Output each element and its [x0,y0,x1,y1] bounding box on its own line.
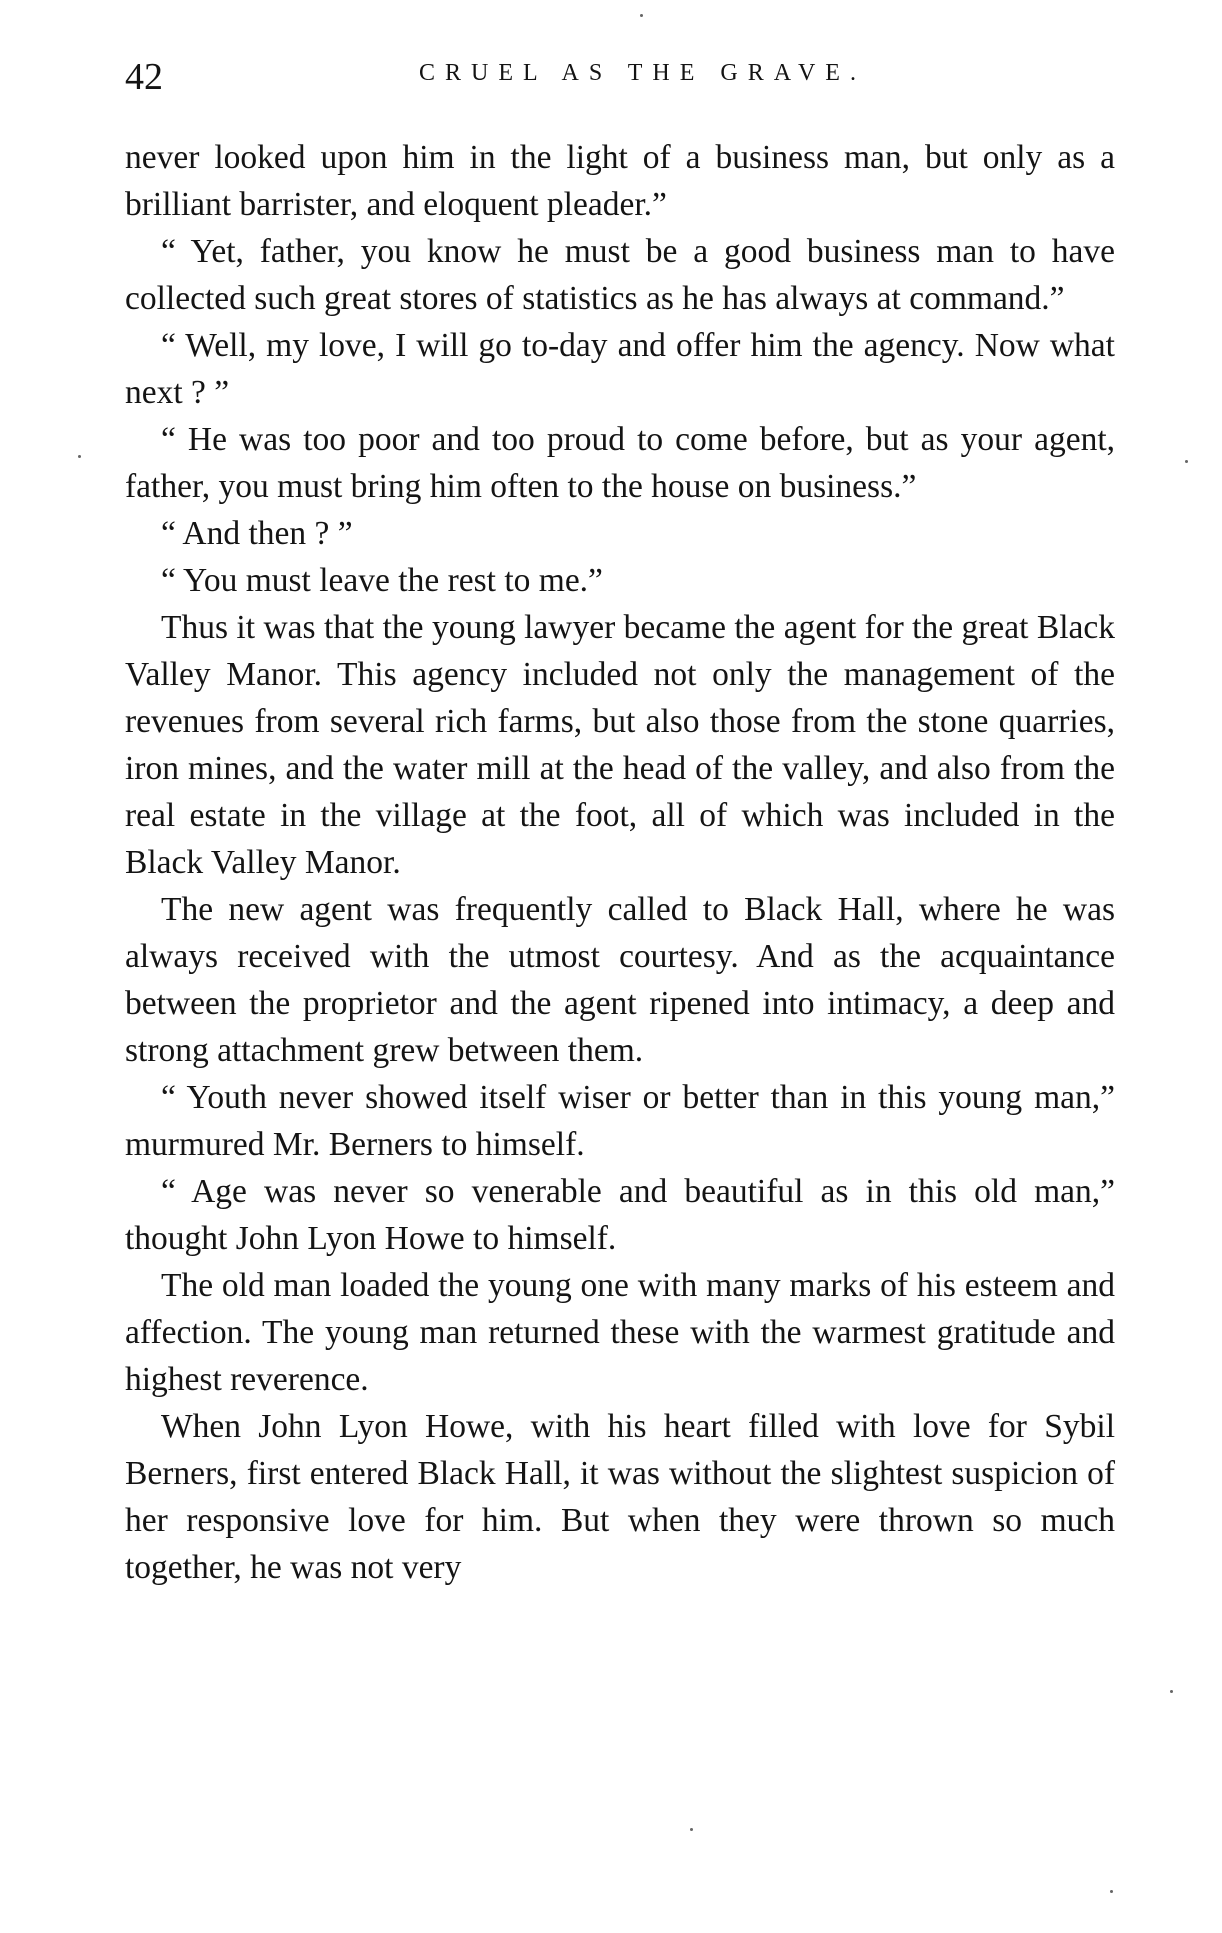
paragraph: “ He was too poor and too proud to come before, but as your agent, father, you must bring him often to the house on business.” [125,421,1115,505]
running-title: CRUEL AS THE GRAVE. [419,60,866,86]
page-number: 42 [125,56,163,98]
body-text [125,134,1115,1591]
paragraph: “ Age was never so venerable and beautiful as in this old man,” thought John Lyon Howe to himself. [125,1173,1115,1257]
paper-speck [1170,1690,1173,1693]
paragraph: “ Youth never showed itself wiser or better than in this young man,” murmured Mr. Berners to himself. [125,1079,1115,1163]
paper-speck [1185,460,1188,463]
paragraph: “ Well, my love, I will go to-day and offer him the agency. Now what next ? ” [125,327,1115,411]
page-header [125,52,1120,102]
paragraph: “ You must leave the rest to me.” [161,562,603,599]
paragraph: “ Yet, father, you know he must be a good business man to have collected such great stores of statistics as he has always at command.” [125,233,1115,317]
paper-speck [690,1828,693,1831]
paper-speck [78,455,81,458]
paper-speck [1110,1890,1113,1893]
paragraph: When John Lyon Howe, with his heart filled with love for Sybil Berners, first entered Black Hall, it was without the slightest suspicion of her responsive love for him. But when they were thrown so much together, he was not very [125,1408,1115,1586]
paragraph-continuation: never looked upon him in the light of a business man, but only as a brilliant barrister, and eloquent pleader.” [125,139,1115,223]
paragraph: “ And then ? ” [161,515,353,552]
paragraph: The old man loaded the young one with many marks of his esteem and affection. The young man returned these with the warmest gratitude and highest reverence. [125,1267,1115,1398]
paragraph: Thus it was that the young lawyer became the agent for the great Black Valley Manor. This agency included not only the management of the revenues from several rich farms, but also those from the stone quarries, iron mines, and the water mill at the head of the valley, and also from the real estate in the village at the foot, all of which was included in the Black Valley Manor. [125,609,1115,881]
paper-speck [640,14,643,17]
paragraph: The new agent was frequently called to Black Hall, where he was always received with the utmost courtesy. And as the acquaintance between the proprietor and the agent ripened into intimacy, a deep and strong attachment grew between them. [125,891,1115,1069]
